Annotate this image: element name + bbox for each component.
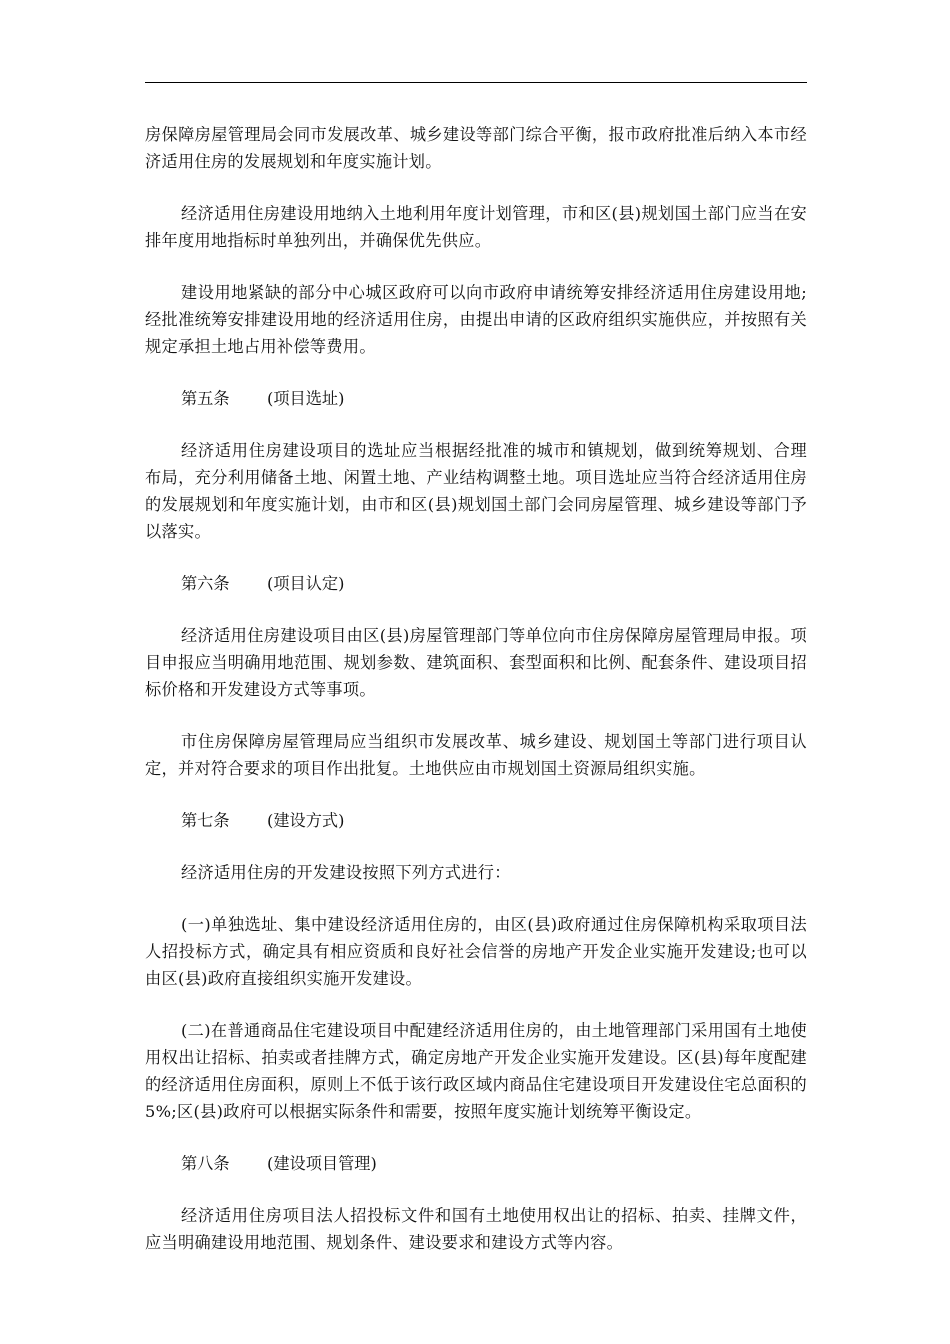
article-title: (建设方式) [267, 811, 345, 830]
article-title: (项目选址) [267, 389, 345, 408]
article-title: (建设项目管理) [267, 1154, 377, 1173]
paragraph: 房保障房屋管理局会同市发展改革、城乡建设等部门综合平衡，报市政府批准后纳入本市经济适用住房的发展规划和年度实施计划。 [145, 125, 807, 171]
document-body [145, 121, 807, 1281]
paragraph: 经济适用住房建设项目由区(县)房屋管理部门等单位向市住房保障房屋管理局申报。项目申报应当明确用地范围、规划参数、建筑面积、套型面积和比例、配套条件、建设项目招标价格和开发建设方式等事项。 [145, 626, 807, 699]
header-rule [145, 82, 807, 83]
article-number: 第七条 [181, 811, 230, 830]
paragraph: 经济适用住房建设用地纳入土地利用年度计划管理，市和区(县)规划国土部门应当在安排年度用地指标时单独列出，并确保优先供应。 [145, 204, 807, 250]
article-heading [145, 385, 807, 412]
paragraph: 经济适用住房建设项目的选址应当根据经批准的城市和镇规划，做到统筹规划、合理布局，充分利用储备土地、闲置土地、产业结构调整土地。项目选址应当符合经济适用住房的发展规划和年度实施计划，由市和区(县)规划国土部门会同房屋管理、城乡建设等部门予以落实。 [145, 441, 807, 541]
article-heading [145, 570, 807, 597]
paragraph: 建设用地紧缺的部分中心城区政府可以向市政府申请统筹安排经济适用住房建设用地;经批准统筹安排建设用地的经济适用住房，由提出申请的区政府组织实施供应，并按照有关规定承担土地占用补偿等费用。 [145, 283, 807, 356]
article-heading [145, 1150, 807, 1177]
article-heading [145, 807, 807, 834]
paragraph: (一)单独选址、集中建设经济适用住房的，由区(县)政府通过住房保障机构采取项目法人招投标方式，确定具有相应资质和良好社会信誉的房地产开发企业实施开发建设;也可以由区(县)政府直接组织实施开发建设。 [145, 915, 807, 988]
article-number: 第八条 [181, 1154, 230, 1173]
article-number: 第六条 [181, 574, 230, 593]
paragraph: 经济适用住房项目法人招投标文件和国有土地使用权出让的招标、拍卖、挂牌文件，应当明确建设用地范围、规划条件、建设要求和建设方式等内容。 [145, 1206, 807, 1252]
article-number: 第五条 [181, 389, 230, 408]
document-page [145, 0, 807, 1344]
paragraph: 经济适用住房的开发建设按照下列方式进行： [181, 863, 511, 882]
article-title: (项目认定) [267, 574, 345, 593]
paragraph: (二)在普通商品住宅建设项目中配建经济适用住房的，由土地管理部门采用国有土地使用权出让招标、拍卖或者挂牌方式，确定房地产开发企业实施开发建设。区(县)每年度配建的经济适用住房面积，原则上不低于该行政区域内商品住宅建设项目开发建设住宅总面积的5%;区(县)政府可以根据实际条件和需要，按照年度实施计划统筹平衡设定。 [145, 1021, 807, 1121]
paragraph: 市住房保障房屋管理局应当组织市发展改革、城乡建设、规划国土等部门进行项目认定，并对符合要求的项目作出批复。土地供应由市规划国土资源局组织实施。 [145, 732, 807, 778]
